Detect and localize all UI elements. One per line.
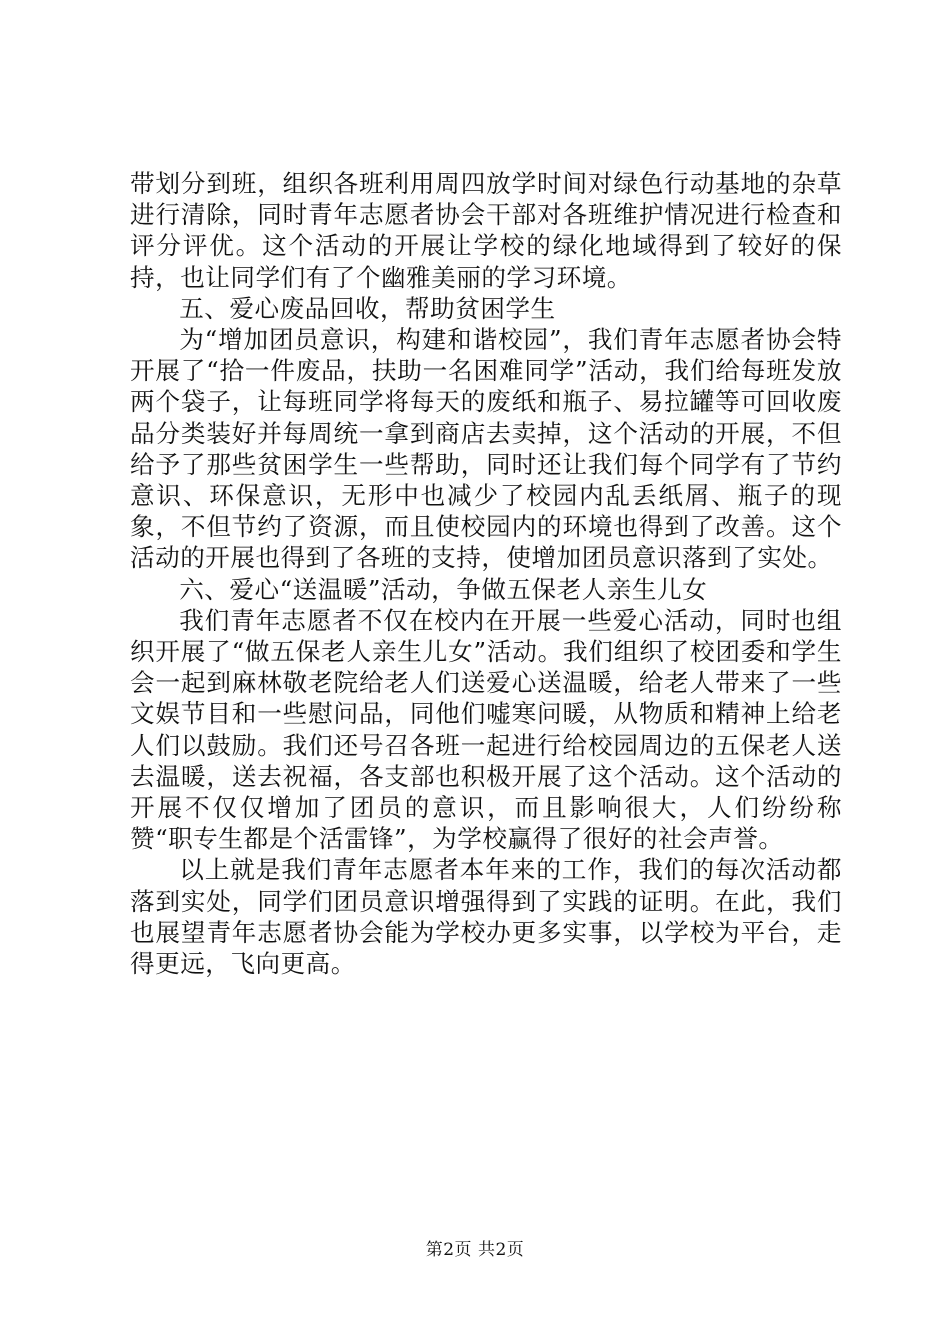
section-heading-six: 六、爱心“送温暖”活动，争做五保老人亲生儿女 <box>179 574 708 604</box>
paragraph-recycling: 为“增加团员意识，构建和谐校园”，我们青年志愿者协会特开展了“拾一件废品，扶助一名困难同学”活动，我们给每班发放两个袋子，让每班同学将每天的废纸和瓶子、易拉罐等可回收废品分类装好并每周统一拿到商店去卖掉，这个活动的开展，不但给予了那些贫困学生一些帮助，同时还让我们每个同学有了节约意识、环保意识，无形中也减少了校园内乱丢纸屑、瓶子的现象，不但节约了资源，而且使校园内的环境也得到了改善。这个活动的开展也得到了各班的支持，使增加团员意识落到了实处。 <box>130 325 842 573</box>
paragraph-continuation: 带划分到班，组织各班利用周四放学时间对绿色行动基地的杂草进行清除，同时青年志愿者协会干部对各班维护情况进行检查和评分评优。这个活动的开展让学校的绿化地域得到了较好的保持，也让同学们有了个幽雅美丽的学习环境。 <box>130 169 842 292</box>
paragraph-elderly-care: 我们青年志愿者不仅在校内在开展一些爱心活动，同时也组织开展了“做五保老人亲生儿女”活动。我们组织了校团委和学生会一起到麻林敬老院给老人们送爱心送温暖，给老人带来了一些文娱节目和一些慰问品，同他们嘘寒问暖，从物质和精神上给老人们以鼓励。我们还号召各班一起进行给校园周边的五保老人送去温暖，送去祝福，各支部也积极开展了这个活动。这个活动的开展不仅仅增加了团员的意识，而且影响很大，人们纷纷称赞“职专生都是个活雷锋”，为学校赢得了很好的社会声誉。 <box>130 605 842 854</box>
section-heading-five: 五、爱心废品回收，帮助贫困学生 <box>179 293 556 323</box>
page-number-footer: 第2页 共2页 <box>425 1240 525 1260</box>
document-body <box>130 168 842 979</box>
paragraph-conclusion: 以上就是我们青年志愿者本年来的工作，我们的每次活动都落到实处，同学们团员意识增强得到了实践的证明。在此，我们也展望青年志愿者协会能为学校办更多实事，以学校为平台，走得更远，飞向更高。 <box>130 855 842 979</box>
